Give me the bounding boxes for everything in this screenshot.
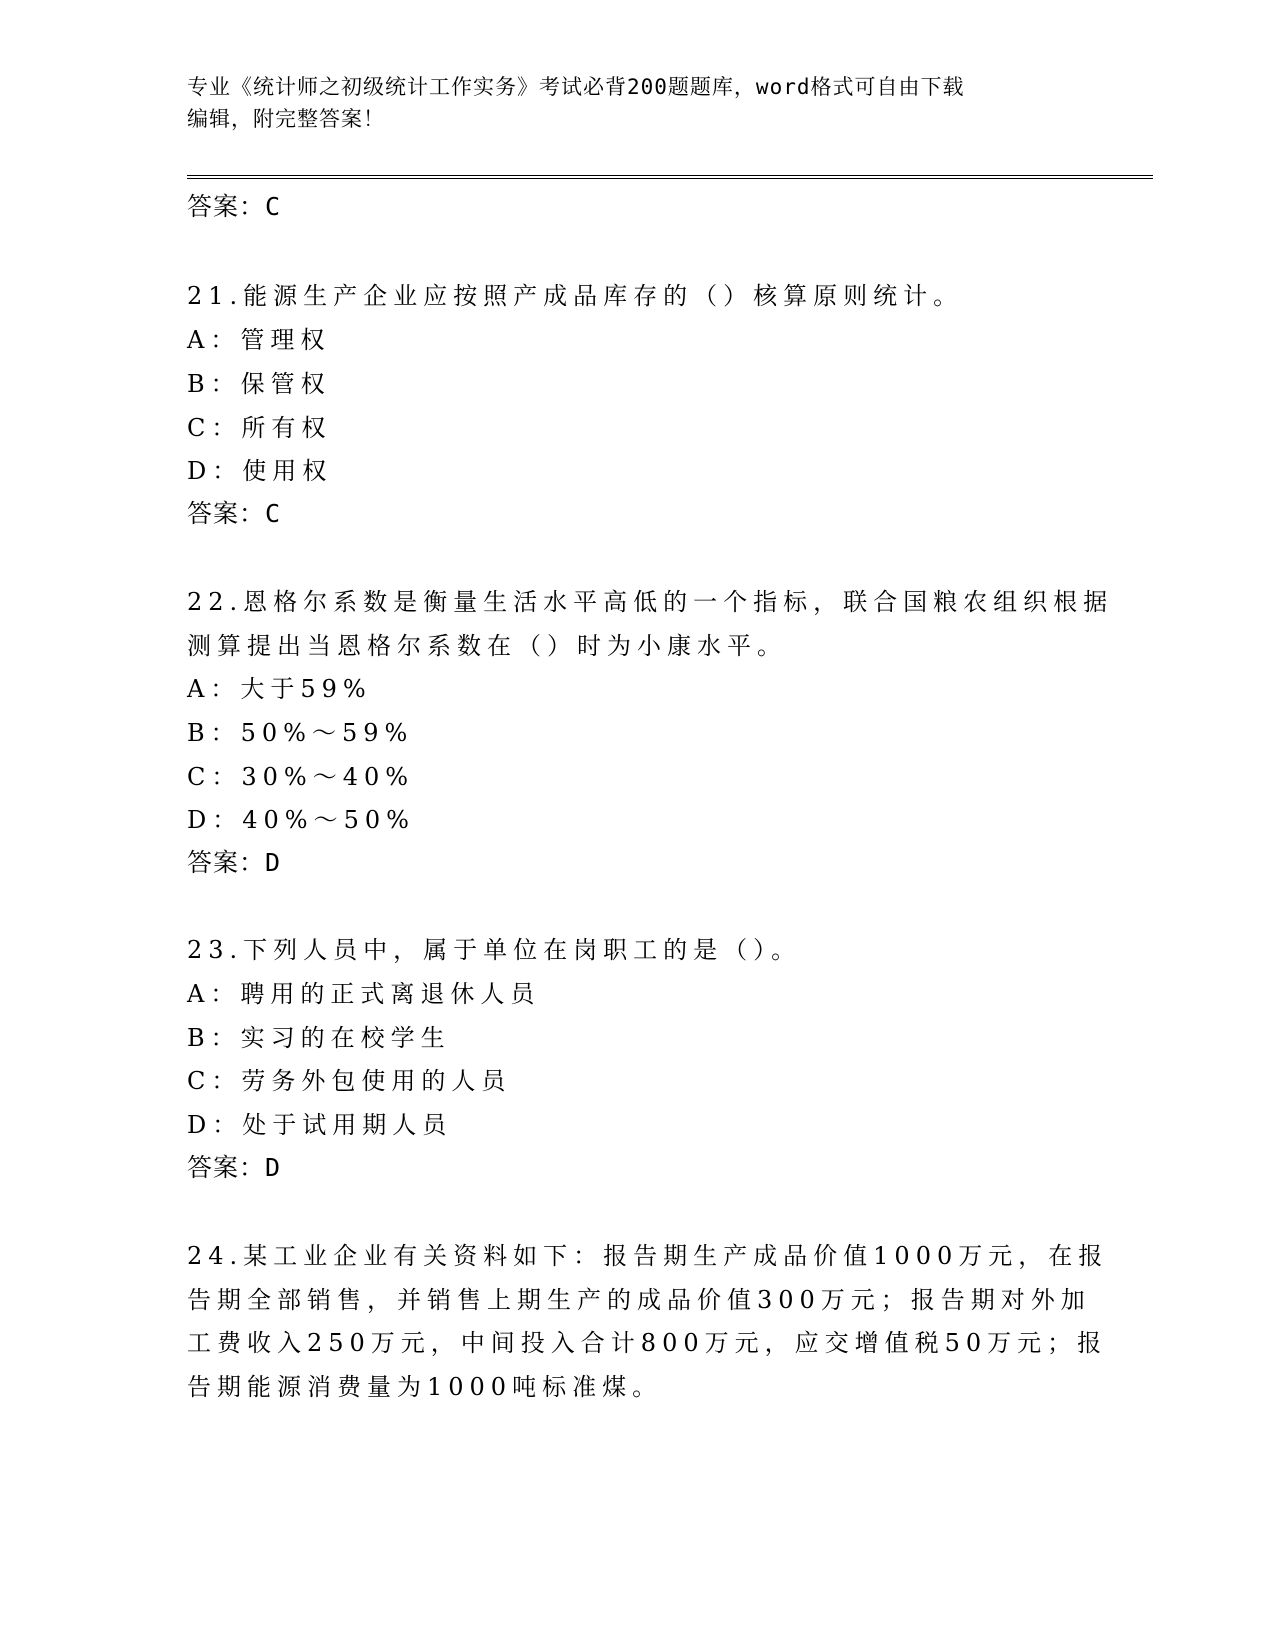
question-22-text-line-1: 22.恩格尔系数是衡量生活水平高低的一个指标，联合国粮农组织根据 <box>187 588 1114 616</box>
question-22-option-c: C：30%～40% <box>187 763 415 791</box>
question-21-option-c: C：所有权 <box>187 414 332 442</box>
question-21-option-b: B：保管权 <box>187 370 331 398</box>
question-23-answer: 答案：D <box>187 1153 282 1182</box>
question-24-text-line-3: 工费收入250万元，中间投入合计800万元，应交增值税50万元；报 <box>187 1329 1108 1357</box>
question-24-text-line-1: 24.某工业企业有关资料如下：报告期生产成品价值1000万元，在报 <box>187 1242 1109 1270</box>
question-22-option-d: D：40%～50% <box>187 806 415 834</box>
question-22-answer: 答案：D <box>187 848 282 877</box>
previous-answer: 答案：C <box>187 192 282 221</box>
header-title-line-1: 专业《统计师之初级统计工作实务》考试必背200题题库，word格式可自由下载 <box>187 75 965 99</box>
question-21-text: 21.能源生产企业应按照产成品库存的（）核算原则统计。 <box>187 282 964 310</box>
question-22-option-b: B：50%～59% <box>187 719 414 747</box>
header-title-line-2: 编辑，附完整答案！ <box>187 107 385 131</box>
question-21-option-a: A：管理权 <box>187 326 331 354</box>
question-22-option-a: A：大于59% <box>187 675 372 703</box>
question-22-text-line-2: 测算提出当恩格尔系数在（）时为小康水平。 <box>187 632 787 660</box>
header-divider <box>187 175 1153 179</box>
question-21-option-d: D：使用权 <box>187 457 333 485</box>
question-23-option-c: C：劳务外包使用的人员 <box>187 1067 512 1095</box>
question-23-option-a: A：聘用的正式离退休人员 <box>187 980 541 1008</box>
question-23-option-b: B：实习的在校学生 <box>187 1024 451 1052</box>
question-24-text-line-4: 告期能源消费量为1000吨标准煤。 <box>187 1373 663 1401</box>
question-21-answer: 答案：C <box>187 499 282 528</box>
question-23-option-d: D：处于试用期人员 <box>187 1111 453 1139</box>
question-24-text-line-2: 告期全部销售，并销售上期生产的成品价值300万元；报告期对外加 <box>187 1286 1091 1314</box>
question-23-text: 23.下列人员中，属于单位在岗职工的是（）。 <box>187 936 802 964</box>
